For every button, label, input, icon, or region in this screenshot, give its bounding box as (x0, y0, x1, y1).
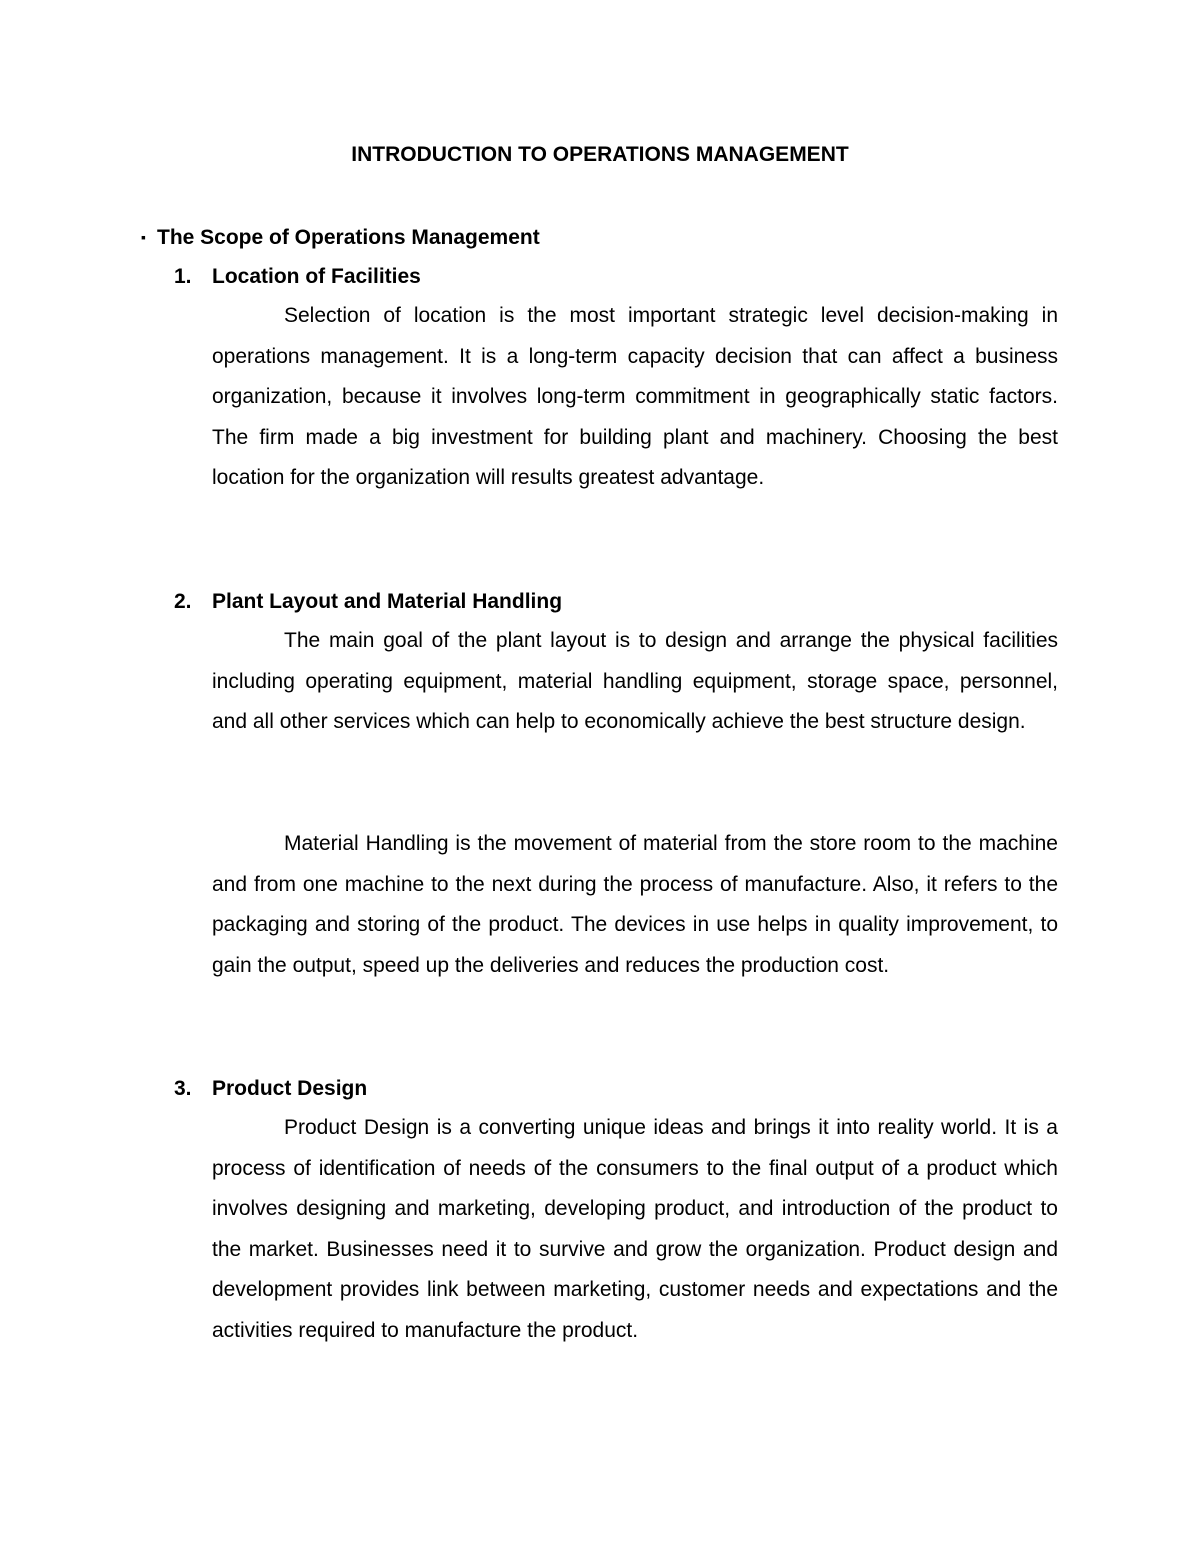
square-bullet-icon: ▪ (141, 229, 146, 245)
section-heading-location (174, 264, 421, 290)
paragraph-location: Selection of location is the most important strategic level decision-making in operations management. It is a long-term capacity decision that can affect a business organization, because it involves long-term commitment in geographically static factors. The firm made a big investment for building plant and machinery. Choosing the best location for the organization will results greatest advantage. (212, 304, 1058, 489)
section-heading-plant-layout (174, 589, 562, 615)
scope-heading-text: The Scope of Operations Management (157, 226, 540, 249)
section-heading-product-design (174, 1076, 367, 1102)
section-number: 1. (174, 265, 192, 288)
section-number: 2. (174, 590, 192, 613)
section-number: 3. (174, 1077, 192, 1100)
section-title: Location of Facilities (212, 265, 421, 288)
document-title: INTRODUCTION TO OPERATIONS MANAGEMENT (351, 143, 849, 166)
section-title: Plant Layout and Material Handling (212, 590, 563, 613)
paragraph-material-handling: Material Handling is the movement of material from the store room to the machine and from one machine to the next during the process of manufacture. Also, it refers to the packaging and storing of the product. The devices in use helps in quality improvement, to gain the output, speed up the deliveries and reduces the production cost. (212, 832, 1058, 977)
paragraph-product-design: Product Design is a converting unique ideas and brings it into reality world. It is a process of identification of needs of the consumers to the final output of a product which involves designing and marketing, developing product, and introduction of the product to the market. Businesses need it to survive and grow the organization. Product design and development provides link between marketing, customer needs and expectations and the activities required to manufacture the product. (212, 1116, 1058, 1342)
scope-heading (141, 224, 540, 251)
paragraph-plant-layout: The main goal of the plant layout is to design and arrange the physical facilities including operating equipment, material handling equipment, storage space, personnel, and all other services which can help to economically achieve the best structure design. (212, 629, 1058, 733)
section-title: Product Design (212, 1077, 368, 1100)
